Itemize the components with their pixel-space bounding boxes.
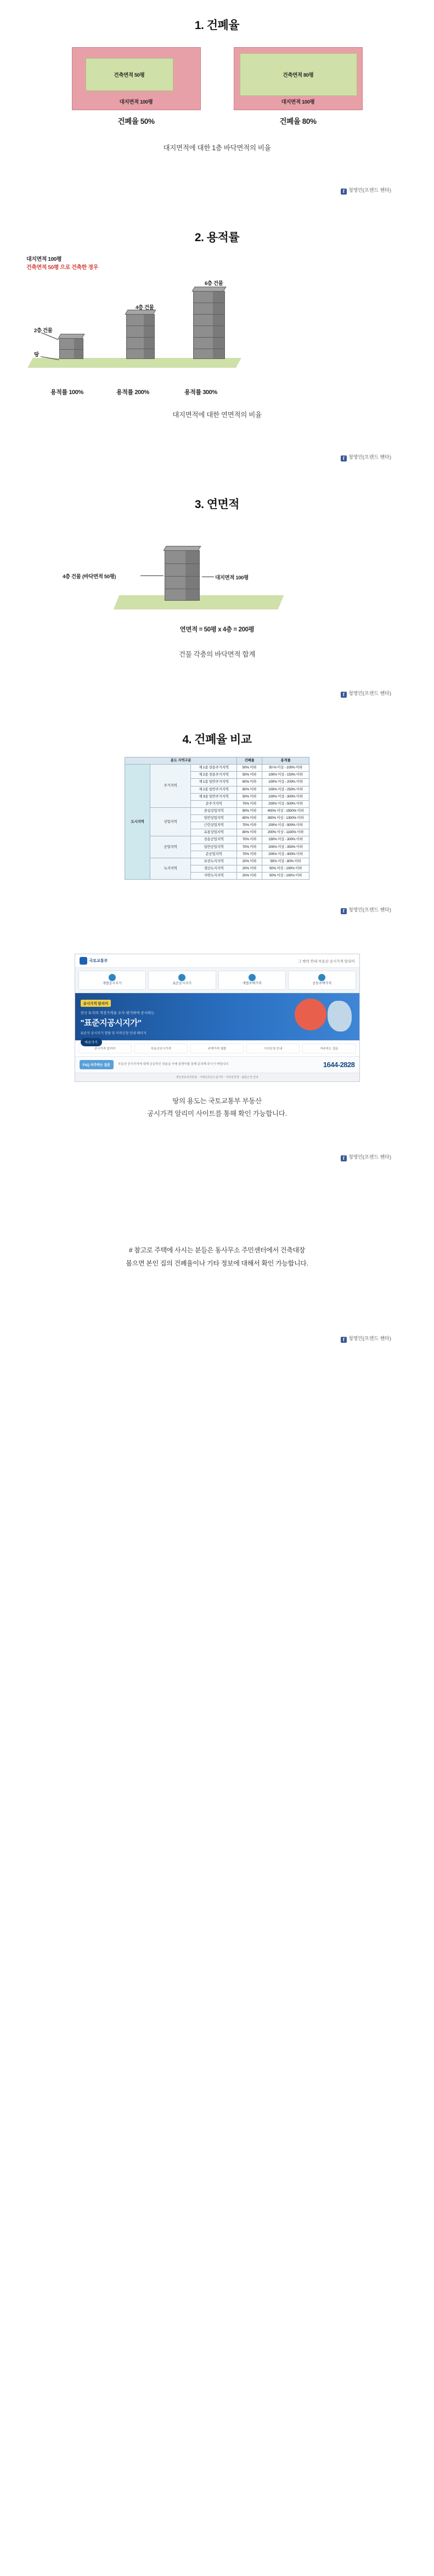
cell-subzone: 근린상업지역 [191,822,237,829]
cell-coverage-ratio: 70% 이하 [237,836,262,844]
tower-6-floors [193,291,225,359]
table-row [125,858,309,865]
section-coverage-comparison [0,698,434,914]
section-building-coverage-ratio [0,0,434,195]
section2-note [26,256,98,272]
credit-section1 [0,186,434,195]
cell-subzone: 보전녹지지역 [191,858,237,865]
tower-4-floor-line [127,337,154,338]
banner-top-right-text: 그 밖의 안내 부동산 공시가격 알리미 [298,959,355,964]
building-4-floors [165,550,200,601]
credit-section6 [0,1335,434,1354]
building-face [165,551,185,600]
nav-label: 개별공시지가 [102,982,122,986]
standard-land-icon [178,974,185,981]
cell-subzone: 자연녹지지역 [191,873,237,880]
reference-note [0,1244,434,1270]
nav-item-individual-land[interactable] [78,971,146,990]
land-icon [109,974,116,981]
lot-area-label-left: 대지면적 100평 [119,99,153,105]
ground-label: 땅 [34,352,39,358]
cell-subzone: 제 2종 전용주거지역 [191,772,237,779]
cell-coverage-ratio: 20% 이하 [237,873,262,880]
tower-4-floors [126,314,155,359]
section5-caption-line2: 공시가격 알리미 사이트를 통해 확인 가능합니다. [147,1110,287,1118]
cell-floor-area-ratio: 200% 이상 - 350% 이하 [262,844,309,851]
lot-area-label-right: 대지면적 100평 [281,99,315,105]
section1-caption: 대지면적에 대한 1층 바닥면적의 비율 [163,144,271,152]
nav-label: 공동주택가격 [312,982,332,986]
credit-text: 청영민(프렌드 헨타) [348,454,391,460]
cell-floor-area-ratio: 200% 이상 - 1100% 이하 [262,829,309,836]
nav-item-individual-house[interactable] [218,971,286,990]
facebook-icon: f [341,692,347,698]
building-area-box-right: 건축면적 80평 [240,53,357,96]
tower-2-face [60,339,74,358]
building-floor-line [165,576,199,577]
cell-coverage-ratio: 20% 이하 [237,858,262,865]
cell-subzone: 제 1종 전용주거지역 [191,765,237,772]
coverage-ratio-left: 건폐율 50% [117,117,155,126]
section1-title: 1. 건폐율 [194,19,240,32]
faq-description: 부동산 공시가격에 대해 궁금하신 내용을 아래 콜센터를 통해 문의해 주시기 바랍니다. [117,1062,229,1066]
cell-coverage-ratio: 70% 이하 [237,851,262,858]
tower-6-floor-line [194,314,224,315]
banner-hero [75,993,359,1045]
section2-ratio-row [0,387,434,397]
section5-caption [0,1095,434,1120]
building-floor-area-label: 4층 건물 (바닥면적 50평) [63,574,116,580]
cell-floor-area-ratio: 50 % 이상 - 100% 이하 [262,765,309,772]
cell-zone: 녹지지역 [150,858,191,879]
facebook-icon: f [341,1155,347,1161]
lot-area-box-left [72,47,201,110]
cell-coverage-ratio: 70% 이하 [237,800,262,807]
lot-area-box-right [234,47,363,110]
hero-line1: 전국 토지의 적정가격을 조사·평가하여 공시하는 [80,1011,155,1015]
cell-floor-area-ratio: 50% 이상 - 100% 이하 [262,873,309,880]
banner-contact-row [75,1056,359,1073]
header-far: 용적률 [262,757,309,765]
hero-cta-button[interactable]: 바로가기 [81,1038,102,1046]
cell-subzone: 준공업지역 [191,851,237,858]
section2-note-line1: 대지면적 100평 [26,257,62,263]
table-header-row [125,757,309,765]
credit-section2 [0,453,434,461]
quick-link-3[interactable]: 주택가격 열람 [190,1044,244,1053]
cell-floor-area-ratio: 50% 이상 - 100% 이하 [262,865,309,872]
banner-footer: 개인정보처리방침 · 이메일무단수집거부 · 저작권정책 · 웹접근성 안내 [75,1073,359,1081]
section2-caption: 대지면적에 대한 연면적의 비율 [172,411,262,419]
cell-subzone: 일반상업지역 [191,815,237,822]
cell-zone-group: 도시지역 [125,765,150,880]
house-icon [249,974,256,981]
tower-4-face [127,315,144,358]
cell-floor-area-ratio: 300% 이상 - 1300% 이하 [262,815,309,822]
coverage-example-50 [72,47,201,126]
facebook-icon: f [341,908,347,914]
credit-section4 [0,906,434,914]
quick-link-4[interactable]: 이의신청 안내 [246,1044,300,1053]
section3-diagram [0,525,434,624]
section-total-floor-area [0,461,434,698]
globe-icon [295,999,326,1030]
credit-section5 [0,1153,434,1161]
molit-site-screenshot[interactable] [75,954,360,1082]
cell-floor-area-ratio: 100% 이상 - 150% 이하 [262,772,309,779]
banner-logo[interactable] [80,957,108,965]
hero-tag: 공시가격 알리미 [81,1000,111,1007]
cell-coverage-ratio: 60% 이하 [237,786,262,793]
facebook-icon: f [341,1337,347,1343]
banner-wrap [0,954,434,1082]
nav-item-standard-land[interactable] [148,971,216,990]
section2-diagram [0,250,434,387]
cell-coverage-ratio: 50% 이하 [237,793,262,800]
cell-floor-area-ratio: 100% 이상 - 300% 이하 [262,793,309,800]
section5-caption-line1: 땅의 용도는 국토교통부 부동산 [172,1097,262,1105]
building-roof [163,546,201,551]
nav-label: 표준공시지가 [172,982,192,986]
cell-floor-area-ratio: 200% 이상 - 400% 이하 [262,851,309,858]
table-row [125,807,309,814]
section2-title: 2. 용적률 [194,231,240,244]
facebook-icon: f [341,455,347,461]
tower-6-label: 6층 건물 [205,281,223,287]
far-value-4: 용적률 200% [116,389,149,396]
credit-text: 청영민(프렌드 헨타) [348,691,391,696]
reference-note-line2: 봄으면 본인 집의 건폐율이나 기타 정보에 대해서 확인 가능합니다. [126,1259,308,1268]
cell-subzone: 제 2종 일반주거지역 [191,786,237,793]
cell-coverage-ratio: 60% 이하 [237,779,262,786]
cell-subzone: 생산녹지지역 [191,865,237,872]
credit-text: 청영민(프렌드 헨타) [348,907,391,913]
section2-note-line2: 건축면적 50평 으로 건축한 경우 [26,264,98,271]
ground-plane [27,358,241,368]
cell-subzone: 제 3종 일반주거지역 [191,793,237,800]
header-coverage: 건폐율 [237,757,262,765]
hero-line2: 표준지 공시지가 열람 및 이의신청 안내 페이지 [80,1031,146,1035]
nav-item-apartment[interactable] [288,971,356,990]
pointer-line-left [140,575,164,576]
cell-coverage-ratio: 50% 이하 [237,765,262,772]
building-floor-line [165,563,199,564]
tower-2-roof [58,334,84,339]
cell-coverage-ratio: 80% 이하 [237,815,262,822]
tower-2-floors [59,338,83,359]
comparison-table-wrap [0,757,434,880]
apartment-icon [318,974,325,981]
cell-floor-area-ratio: 100% 이상 - 200% 이하 [262,779,309,786]
cell-zone: 공업지역 [150,836,191,858]
cell-coverage-ratio: 70% 이하 [237,844,262,851]
total-floor-area-formula: 연면적 = 50평 x 4층 = 200평 [179,626,255,633]
banner-logo-text: 국토교통부 [89,959,108,964]
credit-text: 청영민(프렌드 헨타) [348,187,391,193]
building-area-box-left: 건축면적 50평 [86,58,173,91]
cell-subzone: 일반공업지역 [191,844,237,851]
cell-coverage-ratio: 50% 이하 [237,772,262,779]
coverage-example-80 [234,47,363,126]
tower-6-floor-line [194,337,224,338]
cell-subzone: 유통상업지역 [191,829,237,836]
cell-floor-area-ratio: 150% 이상 - 300% 이하 [262,836,309,844]
cell-floor-area-ratio: 50% 이상 - 80% 이하 [262,858,309,865]
section-reference-note [0,1161,434,1354]
section1-diagram [0,47,434,126]
call-center-number: 1644-2828 [323,1060,355,1069]
facebook-icon: f [341,189,347,195]
header-zone: 용도 지역구분 [125,757,237,765]
tower-2-floor-line [60,349,83,350]
cell-coverage-ratio: 70% 이하 [237,822,262,829]
nav-label: 개별주택가격 [242,982,262,986]
cell-floor-area-ratio: 200% 이상 - 900% 이하 [262,822,309,829]
credit-text: 청영민(프렌드 헨타) [348,1336,391,1342]
credit-section3 [0,689,434,698]
cell-floor-area-ratio: 100% 이상 - 250% 이하 [262,786,309,793]
tower-6-roof [191,287,226,292]
cell-zone: 상업지역 [150,807,191,836]
cell-floor-area-ratio: 200% 이상 - 500% 이하 [262,800,309,807]
cell-subzone: 준주거지역 [191,800,237,807]
coverage-ratio-right: 건폐율 80% [279,117,317,126]
government-emblem-icon [80,957,87,965]
tower-4-label: 4층 건물 [136,305,154,311]
section3-caption: 건물 각층의 바닥면적 합계 [178,651,256,658]
banner-nav[interactable] [75,968,359,993]
quick-link-1[interactable]: 공시가격 알리미 [78,1044,132,1053]
faq-badge[interactable]: FAQ 자주하는 질문 [80,1060,114,1069]
cell-floor-area-ratio: 400% 이상 - 1500% 이하 [262,807,309,814]
cell-subzone: 제 1종 일반주거지역 [191,779,237,786]
banner-topbar [75,954,359,968]
lot-area-label: 대지면적 100평 [215,575,249,581]
comparison-table [125,757,309,880]
section-official-land-price [0,914,434,1161]
far-value-2: 용적률 100% [50,389,83,396]
cell-subzone: 중심상업지역 [191,807,237,814]
table-row [125,836,309,844]
cell-zone: 주거지역 [150,765,191,808]
reference-note-line1: # 참고로 주택에 사시는 분들은 동사무소 주민센터에서 건축대장 [128,1246,306,1255]
section4-title: 4. 건폐율 비교 [182,733,252,746]
section3-title: 3. 연면적 [194,498,240,511]
table-row [125,765,309,772]
korea-map-icon [328,1001,352,1031]
comparison-table-body [125,765,309,880]
quick-link-5[interactable]: 자주하는 질문 [302,1044,356,1053]
quick-link-2[interactable]: 부동산공시가격 [134,1044,188,1053]
cell-coverage-ratio: 20% 이하 [237,865,262,872]
section-floor-area-ratio [0,195,434,461]
cell-coverage-ratio: 90% 이하 [237,807,262,814]
cell-subzone: 전용공업지역 [191,836,237,844]
tower-2-label: 2층 건물 [34,328,53,334]
cell-coverage-ratio: 80% 이하 [237,829,262,836]
far-value-6: 용적률 300% [184,389,217,396]
credit-text: 청영민(프렌드 헨타) [348,1154,391,1160]
hero-headline: "표준지공시지가" [80,1018,142,1028]
